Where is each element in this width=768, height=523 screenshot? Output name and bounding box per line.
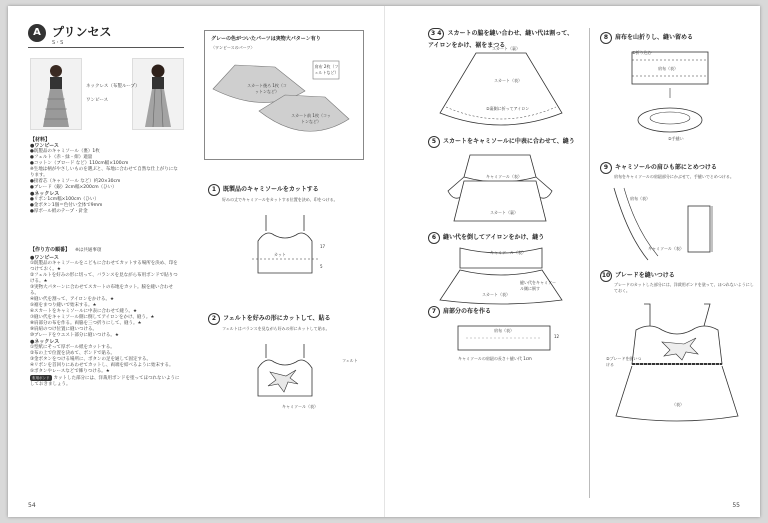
step-6-title: 6 縫い代を倒してアイロンをかけ、縫う xyxy=(428,232,578,244)
step-1-label-17: 17 xyxy=(320,244,326,249)
material-line: ●ブレード（銀）2cm幅×200cm（ひい） xyxy=(30,185,117,190)
material-line: ●フェルト（赤・緑・紺）適量 xyxy=(30,155,93,160)
material-line: ●金ボタン1個＝色付い全体で9mm xyxy=(30,203,103,208)
step-number: 8 xyxy=(600,32,612,44)
step-6-label-seam: 縫い代をキャミソール側に倒す xyxy=(520,280,556,291)
step-9-label-camisole: キャミソール（表） xyxy=(648,246,684,251)
material-line: ※生地は柄がやさしいものを選ぶと、布地に合わせて自然な仕上がりになります。 xyxy=(30,167,178,178)
pattern-box xyxy=(204,30,364,160)
step-5-label-skirt: スカート（裏） xyxy=(490,210,518,215)
step-number: 6 xyxy=(428,232,440,244)
howto-line: ⑦縫い代をキャミソール側に倒してアイロンをかけ、縫う。★ xyxy=(30,315,155,320)
materials-section-head: ●ワンピース xyxy=(30,143,59,149)
gutter xyxy=(384,6,385,517)
step-3-4-title: 3 4 スカートの脇を縫い合わせ、縫い代は割って、アイロンをかけ、裾をまつる xyxy=(428,30,574,49)
step-1-label-5: 5 xyxy=(320,264,323,269)
step-7-title: 7 肩部分の布を作る xyxy=(428,306,578,318)
step-3-label-back: スカート（裏） xyxy=(492,46,520,51)
step-number: 2 xyxy=(208,313,220,325)
step-7-label-cloth: 肩布（表） xyxy=(494,328,514,333)
page-number-left: 54 xyxy=(28,502,36,509)
pattern-piece-back: スカート後ろ 1枚（コットンなど） xyxy=(247,83,287,94)
step-3-skirt-illustration xyxy=(436,51,566,131)
howto-note: ※は共通事項 xyxy=(75,248,102,253)
photo-label-dress: ワンピース xyxy=(86,98,109,103)
step-10-label-braid: ②ブレードを縫いつける xyxy=(606,356,642,367)
size-label: S・S xyxy=(52,40,64,46)
step-5-title: 5 スカートをキャミソールに中表に合わせて、縫う xyxy=(428,136,578,148)
page-number-right: 55 xyxy=(732,502,740,509)
step-8-title: 8 肩布を山折りし、縫い留める xyxy=(600,32,750,44)
step-10-title: 10 ブレードを縫いつける xyxy=(600,270,750,282)
step-7-label-12: 12 xyxy=(554,334,560,339)
pattern-pieces-illustration xyxy=(205,31,363,159)
howto-line: ②フェルトを好みの形に切って、バランスを見ながら布用ボンドで貼りつける。★ xyxy=(30,273,178,284)
title-rule xyxy=(28,47,184,48)
howto-heading: 【作り方の順番】 xyxy=(30,247,71,253)
material-line: ●厚ボール紙のテープ・針金 xyxy=(30,209,88,214)
step-1-label-cut: カット xyxy=(274,252,286,257)
girl-back-illustration xyxy=(133,59,183,129)
photo-label-neck: ネックレス（布製ループ） xyxy=(86,84,140,89)
howto-block xyxy=(30,236,180,388)
howto-line: ①型紙にそって厚ボール紙をカットする。 xyxy=(30,345,115,350)
step-10-label-front: （表） xyxy=(672,402,684,407)
step-2-label-camisole: キャミソール（表） xyxy=(282,404,318,409)
howto-line: ⑨肩紐のつけ位置に縫いつける。 xyxy=(30,327,98,332)
step-9-label-cloth: 肩布（表） xyxy=(630,196,650,201)
howto-line: ④リボンを首回りにあわせてカットし、両端を結べるように始末する。 xyxy=(30,363,174,368)
howto-line: ⑤ボタンやレースなどで飾りつける。★ xyxy=(30,369,110,374)
step-5-label-camisole: キャミソール（表） xyxy=(486,174,522,179)
girl-front-illustration xyxy=(31,59,81,129)
material-line: ●接着芯（キャミソール など）約20×30cm xyxy=(30,179,121,184)
howto-section-head: ●ワンピース xyxy=(30,255,59,261)
pattern-box-title: グレーの色がついたパーツは実物大パターン有り xyxy=(211,36,321,42)
page-title: プリンセス xyxy=(52,25,112,39)
step-number: 3 4 xyxy=(428,28,444,40)
step-2-title: 2 フェルトを好みの形にカットして、貼る xyxy=(208,313,331,325)
howto-section-head: ●ネックレス xyxy=(30,339,60,345)
step-number: 9 xyxy=(600,162,612,174)
step-3-label-front: スカート（表） xyxy=(494,78,522,83)
pattern-box-sub: 〈ワンピースのパーツ〉 xyxy=(211,45,255,50)
photo-front xyxy=(30,58,82,130)
pattern-piece-shoulder: 肩布 2枚（フェルトなど） xyxy=(314,64,339,75)
howto-line: ⑥スカートをキャミソールに中表に合わせて縫う。★ xyxy=(30,309,137,314)
step-6-label-camisole: キャミソール（表） xyxy=(490,250,526,255)
photo-back xyxy=(132,58,184,130)
step-3-label-fold: ②裏側に折ってアイロン xyxy=(486,106,530,111)
step-9-note: 肩布をキャミソールの肩紐部分にかぶせて、手縫いでとめつける。 xyxy=(614,174,734,179)
howto-line: ⑧肩部分の布を作る。両脇を三つ折りにして、縫う。★ xyxy=(30,321,142,326)
step-8-label-cloth: 肩布（表） xyxy=(658,66,678,71)
step-number: 5 xyxy=(428,136,440,148)
tip-text: カットした部分には、洋裁用ボンドを塗ってほつれないようにしておきましょう。 xyxy=(30,376,180,387)
materials-block xyxy=(30,136,180,215)
howto-line: ③実物大パターンに合わせてスカートの布地をカット。脇を縫い合わせる。 xyxy=(30,285,173,296)
materials-section-head: ●ネックレス xyxy=(30,191,60,197)
materials-heading: 【材料】 xyxy=(30,137,51,143)
step-2-camisole-illustration xyxy=(244,342,334,402)
step-number: 7 xyxy=(428,306,440,318)
material-line: ●コットン（ブロード など）110cm幅×100cm xyxy=(30,161,129,166)
step-2-label-felt: フェルト xyxy=(342,358,358,363)
step-8-label-fold: ①折り込む xyxy=(632,50,652,55)
step-number: 1 xyxy=(208,184,220,196)
book-spread xyxy=(8,6,760,517)
material-line: ●既製品のキャミソール（裏）1枚 xyxy=(30,149,100,154)
step-number: 10 xyxy=(600,270,612,282)
howto-line: ⑤裾をまつり縫いで始末する。★ xyxy=(30,303,97,308)
step-8-label-sew: ②手縫い xyxy=(668,136,684,141)
howto-line: ④縫い代を割って、アイロンをかける。★ xyxy=(30,297,115,302)
step-6-label-skirt: スカート（表） xyxy=(482,292,510,297)
step-9-illustration xyxy=(608,186,748,266)
step-9-title: 9 キャミソールの肩ひも部にとめつける xyxy=(600,162,750,174)
howto-line: ①既製品のキャミソールをこどもに合わせてカットする場所を決め、印をつけておく。★ xyxy=(30,261,178,272)
howto-line: ③金ボタンをつける場所に、ボタンの足を通して固定する。 xyxy=(30,357,152,362)
step-2-note: フェルトはバランスを見ながら好みの形にカットして貼る。 xyxy=(222,326,330,331)
step-10-note: ブレードのカットした部分には、洋裁用ボンドを塗って、ほつれないようにしておく。 xyxy=(614,282,754,293)
material-line: ●リボン1cm幅×100cm（ひい） xyxy=(30,197,99,202)
howto-line: ②布の上で位置を決めて、ボンドで貼る。 xyxy=(30,351,115,356)
step-5-illustration xyxy=(440,151,560,227)
step-1-note: 好みの丈でキャミソールをカットする位置を決め、印をつける。 xyxy=(222,197,338,202)
tip-tag: 布用ボンド xyxy=(32,376,50,380)
howto-line: ⑩ブレードをウエスト部分に縫いつける。★ xyxy=(30,333,119,338)
column-divider xyxy=(589,28,590,498)
step-7-label-length: キャミソールの肩紐の長さ＋縫い代 1cm xyxy=(458,356,532,361)
step-1-title: 1 既製品のキャミソールをカットする xyxy=(208,184,319,196)
pattern-piece-front: スカート前 1枚（コットンなど） xyxy=(291,113,331,124)
title-badge: A xyxy=(28,24,46,42)
